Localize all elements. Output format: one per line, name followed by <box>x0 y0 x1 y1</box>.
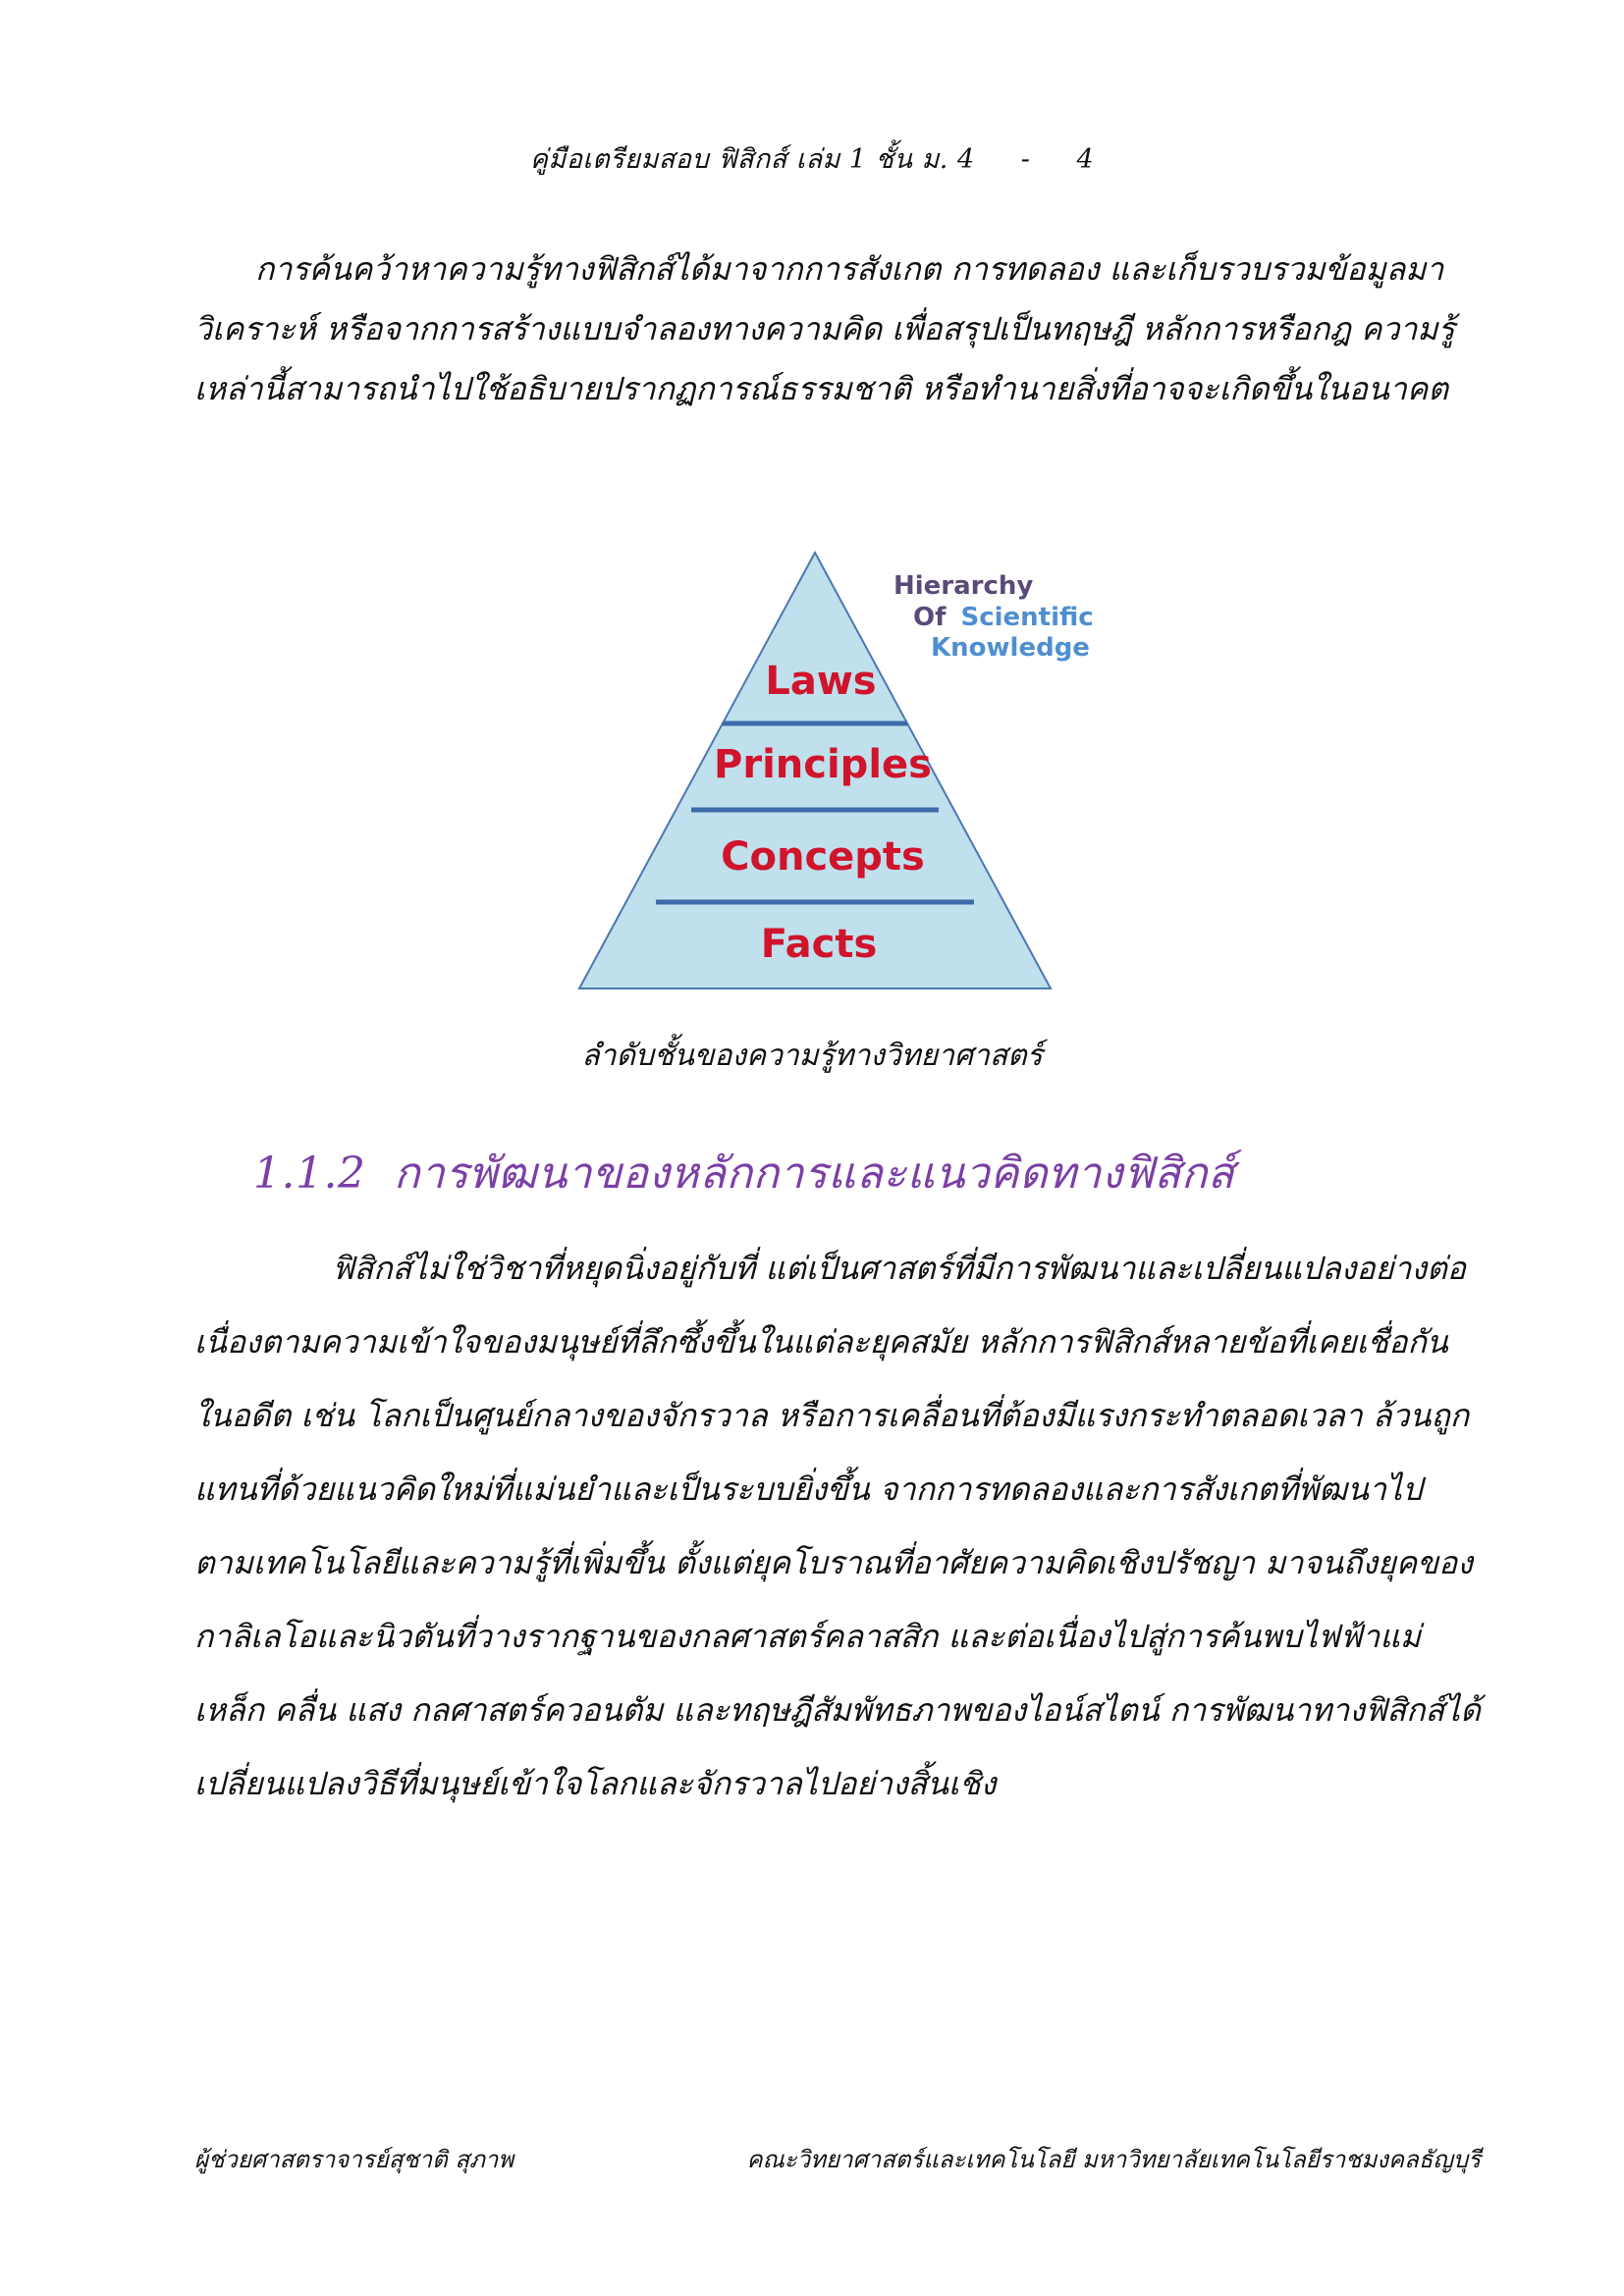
footer-author: ผู้ช่วยศาสตราจารย์สุชาติ สุภาพ <box>194 2146 514 2173</box>
intro-paragraph: การค้นคว้าหาความรู้ทางฟิสิกส์ได้มาจากการสังเกต การทดลอง และเก็บรวบรวมข้อมูลมาวิเคราะห์ หรือจากการสร้างแบบจำลองทางความคิด เพื่อสรุปเป็นทฤษฎี หลักการหรือกฎ ความรู้เหล่านี้สามารถนำไปใช้อธิบายปรากฏการณ์ธรรมชาติ หรือทำนายสิ่งที่อาจจะเกิดขึ้นในอนาคต <box>194 250 1455 407</box>
figure-caption: ลำดับชั้นของความรู้ทางวิทยาศาสตร์ <box>581 1039 1043 1073</box>
body-paragraph: ฟิสิกส์ไม่ใช่วิชาที่หยุดนิ่งอยู่กับที่ แต่เป็นศาสตร์ที่มีการพัฒนาและเปลี่ยนแปลงอย่างต่อเนื่องตามความเข้าใจของมนุษย์ที่ลึกซึ้งขึ้นในแต่ละยุคสมัย หลักการฟิสิกส์หลายข้อที่เคยเชื่อกันในอดีต เช่น โลกเป็นศูนย์กลางของจักรวาล หรือการเคลื่อนที่ต้องมีแรงกระทำตลอดเวลา ล้วนถูกแทนที่ด้วยแนวคิดใหม่ที่แม่นยำและเป็นระบบยิ่งขึ้น จากการทดลองและการสังเกตที่พัฒนาไปตามเทคโนโลยีและความรู้ที่เพิ่มขึ้น ตั้งแต่ยุคโบราณที่อาศัยความคิดเชิงปรัชญา มาจนถึงยุคของกาลิเลโอและนิวตันที่วางรากฐานของกลศาสตร์คลาสสิก และต่อเนื่องไปสู่การค้นพบไฟฟ้าแม่เหล็ก คลื่น แสง กลศาสตร์ควอนตัม และทฤษฎีสัมพัทธภาพของไอน์สไตน์ การพัฒนาทางฟิสิกส์ได้เปลี่ยนแปลงวิธีที่มนุษย์เข้าใจโลกและจักรวาลไปอย่างสิ้นเชิง <box>194 1250 1481 1802</box>
header-separator: - <box>1020 144 1031 175</box>
header-title: คู่มือเตรียมสอบ ฟิสิกส์ เล่ม 1 ชั้น ม. 4 <box>529 144 975 175</box>
svg-text:Of Scientific <box>913 603 1094 632</box>
section-heading <box>253 1139 1234 1207</box>
figure-heading-hierarchy: Hierarchy <box>893 571 1034 601</box>
level-label-concepts: Concepts <box>721 834 925 880</box>
footer-institution: คณะวิทยาศาสตร์และเทคโนโลยี มหาวิทยาลัยเทคโนโลยีราชมงคลธัญบุรี <box>746 2146 1481 2173</box>
level-label-principles: Principles <box>714 742 932 787</box>
page-number: 4 <box>1076 144 1095 175</box>
level-label-facts: Facts <box>760 922 878 967</box>
figure-heading-of: Of <box>913 603 947 632</box>
section-title: การพัฒนาของหลักการและแนวคิดทางฟิสิกส์ <box>393 1148 1235 1199</box>
page-footer <box>194 2140 1481 2178</box>
figure-heading-scientific: Scientific <box>960 603 1094 632</box>
hierarchy-pyramid-figure <box>569 545 1100 991</box>
page-header <box>0 137 1624 180</box>
section-number: 1.1.2 <box>253 1148 366 1199</box>
figure-heading-knowledge: Knowledge <box>931 633 1090 663</box>
level-label-laws: Laws <box>765 659 877 704</box>
